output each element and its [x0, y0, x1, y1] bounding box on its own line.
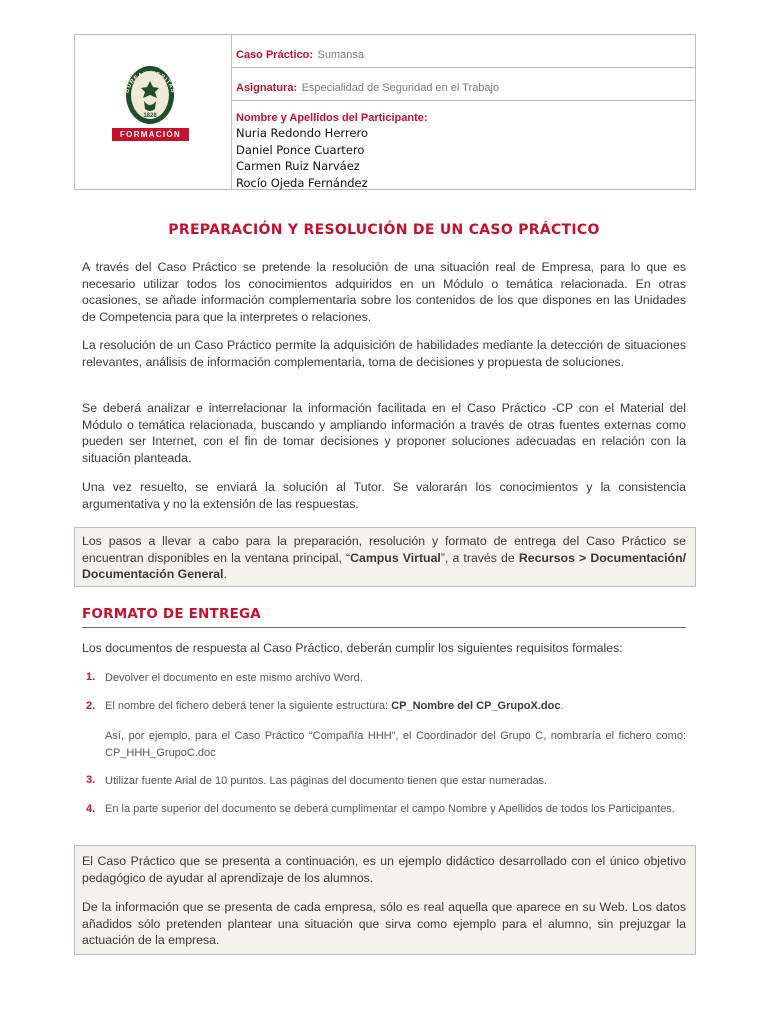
intro-paragraph: Se deberá analizar e interrelacionar la información facilitada en el Caso Práctico -CP con el Material del Módulo o temática relacionada, buscando y ampliando información a través de otras fuentes externas como pueden ser Internet, con el fin de tomar decisiones y proponer soluciones adecuadas en relación con la situación planteada.: [82, 401, 686, 465]
intro-paragraph: Una vez resuelto, se enviará la solución al Tutor. Se valorarán los conocimientos y la consistencia argumentativa y no la extensión de las respuestas.: [82, 480, 686, 511]
caso-value: Sumansa: [317, 49, 364, 61]
formacion-banner: FORMACIÓN: [112, 128, 189, 141]
section-divider: [82, 627, 686, 628]
list-number: 1.: [86, 671, 96, 683]
list-number: 2.: [86, 700, 96, 712]
list-item: El nombre del fichero deberá tener la siguiente estructura: CP_Nombre del CP_GrupoX.doc.: [105, 700, 564, 712]
note-box: [74, 845, 696, 955]
list-number: 4.: [86, 803, 96, 815]
asignatura-value: Especialidad de Seguridad en el Trabajo: [301, 82, 500, 94]
asignatura-row: [232, 68, 695, 101]
campus-text: Los pasos a llevar a cabo para la preparación, resolución y formato de entrega del Caso Práctico se encuentran disponibles en la ventana principal, “Campus Virtual”, a través de Recursos > Documentación/ Documentación General.: [82, 534, 686, 581]
participants-list: [236, 125, 368, 191]
filename-format: CP_Nombre del CP_GrupoX.doc: [391, 700, 561, 712]
asignatura-label: Asignatura:: [236, 82, 298, 94]
caso-row: [232, 35, 695, 68]
participants-label: Nombre y Apellidos del Participante:: [236, 112, 428, 124]
intro-paragraph: A través del Caso Práctico se pretende la resolución de una situación real de Empresa, para lo que es necesario utilizar todos los conocimientos adquiridos en un Módulo o temática relacionada. En otras ocasiones, se añade información complementaria sobre los contenidos de los que dispones en las Unidades de Competencia para que la interpretes o relaciones.: [82, 260, 686, 324]
campus-virtual-text: Campus Virtual: [350, 550, 441, 565]
header-table: [74, 34, 696, 190]
svg-text:BUREAU VERITAS: BUREAU VERITAS: [124, 70, 176, 94]
list-item: Devolver el documento en este mismo archivo Word.: [105, 672, 363, 684]
campus-box: [74, 527, 696, 587]
list-number: 3.: [86, 774, 96, 786]
participant-name: Daniel Ponce Cuartero: [236, 142, 365, 157]
page-title: PREPARACIÓN Y RESOLUCIÓN DE UN CASO PRÁCTICO: [168, 222, 600, 238]
intro-paragraph: La resolución de un Caso Práctico permite la adquisición de habilidades mediante la detección de situaciones relevantes, análisis de información complementaria, toma de decisiones y propuesta de soluciones.: [82, 338, 686, 369]
section-heading: FORMATO DE ENTREGA: [82, 606, 261, 622]
participant-name: Nuria Redondo Herrero: [236, 126, 368, 140]
note-paragraph: De la información que se presenta de cada empresa, sólo es real aquella que aparece en su Web. Los datos añadidos sólo pretenden plantear una situación que sirva como ejemplo para el alumno, sin prejuzgar la actuación de la empresa.: [82, 900, 686, 947]
bureau-veritas-seal-icon: [108, 63, 192, 125]
list-item: Utilizar fuente Arial de 10 puntos. Las páginas del documento tienen que estar numeradas.: [105, 775, 548, 787]
caso-label: Caso Práctico:: [236, 49, 314, 61]
documentation-path: Recursos > Documentación/ Documentación General: [82, 550, 686, 581]
svg-text:1828: 1828: [143, 113, 157, 119]
list-item: En la parte superior del documento se deberá cumplimentar el campo Nombre y Apellidos de todos los Participantes.: [105, 803, 675, 815]
participant-name: Rocío Ojeda Fernández: [236, 175, 368, 190]
logo-cell: [75, 35, 232, 189]
note-paragraph: El Caso Práctico que se presenta a continuación, es un ejemplo didáctico desarrollado con el único objetivo pedagógico de ayudar al aprendizaje de los alumnos.: [82, 854, 686, 885]
list-item-example: Así, por ejemplo, para el Caso Práctico “Compañía HHH”, el Coordinador del Grupo C, nombraría el fichero como: CP_HHH_GrupoC.doc: [105, 730, 686, 759]
participants-row: [232, 101, 695, 189]
participant-name: Carmen Ruiz Narváez: [236, 159, 360, 173]
formato-lead: Los documentos de respuesta al Caso Práctico, deberán cumplir los siguientes requisitos formales:: [82, 641, 623, 655]
